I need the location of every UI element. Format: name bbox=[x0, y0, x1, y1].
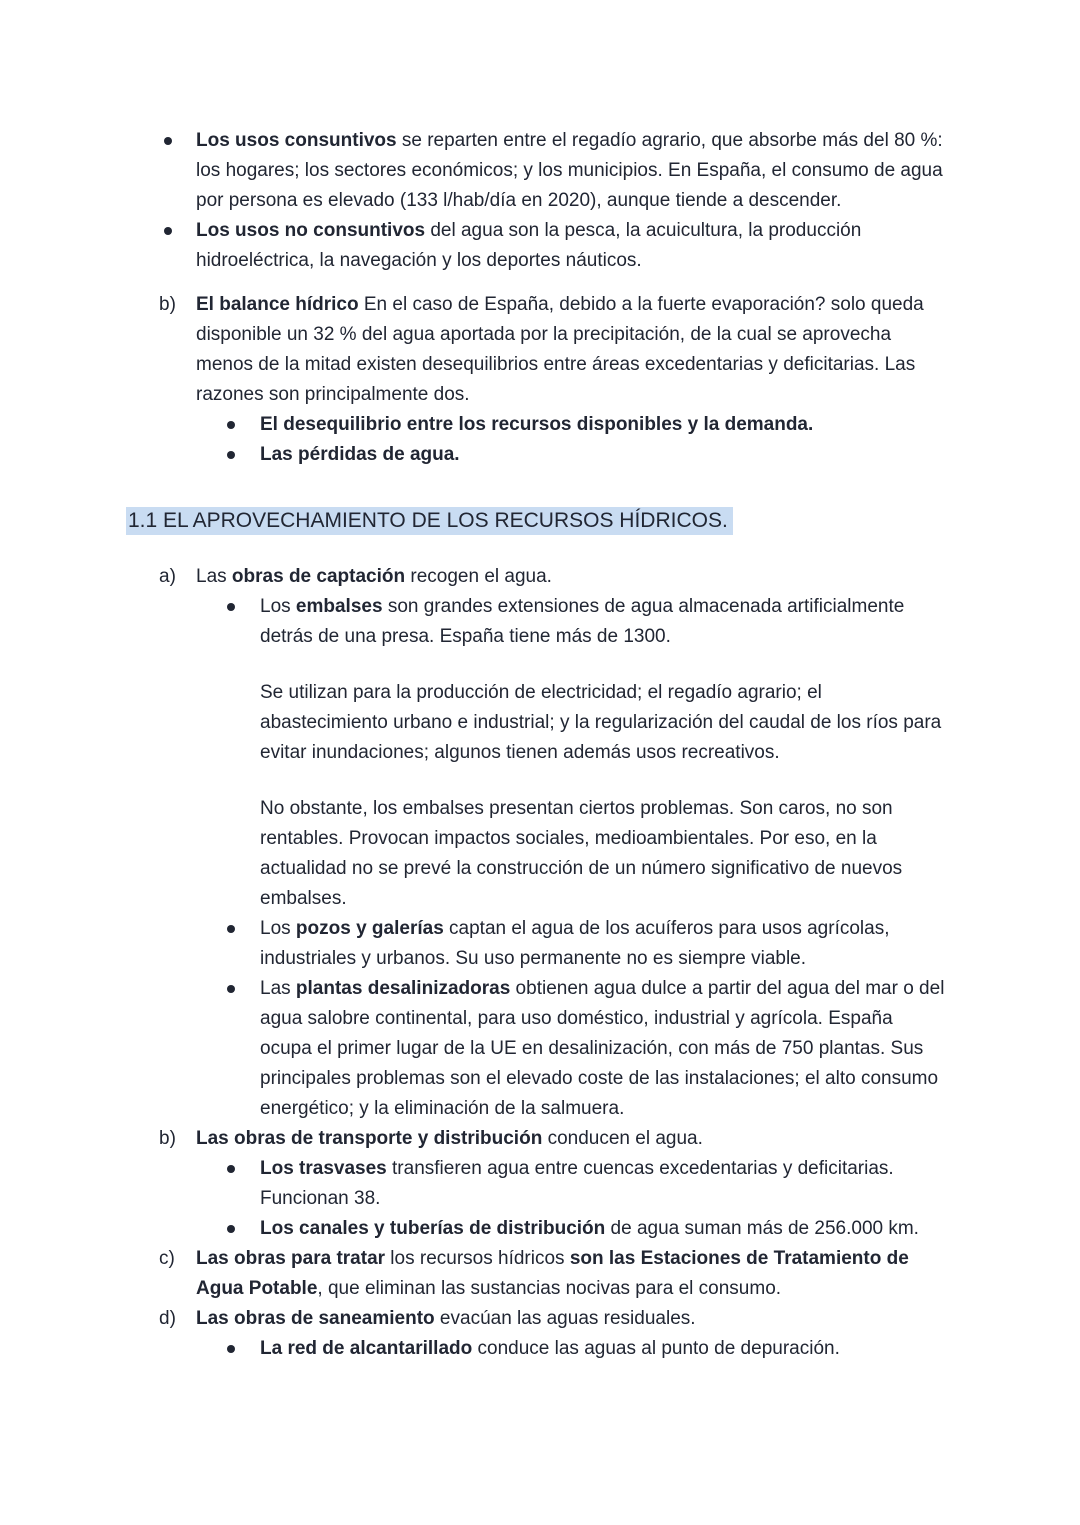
text-run: Los usos consuntivos bbox=[196, 130, 397, 151]
text-run: se reparten entre el regadío agrario, que absorbe más del 80 %: los hogares; los sectores económicos; y los municipios. En España, el consumo de agua por persona es elevado (133 l/hab/día en 2020), aunque tiende a descender. bbox=[196, 130, 943, 211]
text-run: plantas desalinizadoras bbox=[295, 978, 511, 999]
text-run: son las Estaciones de Tratamiento de Agua Potable bbox=[196, 1248, 909, 1299]
text-run: Los trasvases bbox=[260, 1158, 387, 1179]
text-run: La red de alcantarillado bbox=[260, 1338, 473, 1359]
bullet-icon bbox=[227, 603, 235, 611]
text-run: los recursos hídricos bbox=[385, 1248, 570, 1269]
lettered-item-obras-captacion bbox=[128, 562, 947, 592]
text-run: captan el agua de los acuíferos para usos agrícolas, industriales y urbanos. Su uso permanente no es siempre viable. bbox=[260, 918, 890, 969]
list-item-trasvases bbox=[128, 1154, 947, 1214]
bullet-icon bbox=[164, 137, 172, 145]
text-run: Los bbox=[260, 918, 296, 939]
bullet-icon bbox=[227, 451, 235, 459]
text-run: Las bbox=[196, 566, 232, 587]
bullet-icon bbox=[227, 925, 235, 933]
text-run: recogen el agua. bbox=[405, 566, 552, 587]
text-run: No obstante, los embalses presentan ciertos problemas. Son caros, no son rentables. Provocan impactos sociales, medioambientales. Por eso, en la actualidad no se prevé la construcción de un número significativo de nuevos embalses. bbox=[260, 798, 903, 909]
bullet-icon bbox=[164, 227, 172, 235]
text-run: pozos y galerías bbox=[295, 918, 444, 939]
text-run: El balance hídrico bbox=[196, 294, 359, 315]
text-run: Los bbox=[260, 596, 296, 617]
list-label: b) bbox=[159, 294, 176, 315]
bullet-icon bbox=[227, 1225, 235, 1233]
text-run: Las obras de saneamiento bbox=[196, 1308, 435, 1329]
text-run: El desequilibrio entre los recursos disponibles y la demanda. bbox=[260, 414, 814, 435]
list-label: b) bbox=[159, 1128, 176, 1149]
text-run: Los usos no consuntivos bbox=[196, 220, 426, 241]
list-label: a) bbox=[159, 566, 176, 587]
spacer bbox=[128, 768, 947, 794]
list-label: c) bbox=[159, 1248, 175, 1269]
spacer bbox=[128, 652, 947, 678]
list-item-pozos-galerias bbox=[128, 914, 947, 974]
text-run: evacúan las aguas residuales. bbox=[434, 1308, 696, 1329]
text-run: Las bbox=[260, 978, 296, 999]
text-run: conducen el agua. bbox=[542, 1128, 703, 1149]
lettered-item-balance-hidrico bbox=[128, 290, 947, 410]
bullet-icon bbox=[227, 1165, 235, 1173]
list-item-canales-tuberias bbox=[128, 1214, 947, 1244]
text-run: del agua son la pesca, la acuicultura, la producción hidroeléctrica, la navegación y los deportes náuticos. bbox=[196, 220, 862, 271]
section-heading-text: 1.1 EL APROVECHAMIENTO DE LOS RECURSOS HÍDRICOS. bbox=[126, 507, 733, 535]
text-run: Los canales y tuberías de distribución bbox=[260, 1218, 606, 1239]
list-item-usos-consuntivos bbox=[128, 126, 947, 216]
text-run: , que eliminan las sustancias nocivas para el consumo. bbox=[317, 1278, 782, 1299]
text-run: Las pérdidas de agua. bbox=[260, 444, 460, 465]
text-run: embalses bbox=[295, 596, 383, 617]
lettered-item-obras-tratar bbox=[128, 1244, 947, 1304]
text-run: Las obras de transporte y distribución bbox=[196, 1128, 543, 1149]
text-run: En el caso de España, debido a la fuerte evaporación? solo queda disponible un 32 % del agua aportada por la precipitación, de la cual se aprovecha menos de la mitad existen desequilibrios entre áreas excedentarias y deficitarias. Las razones son principalmente dos. bbox=[196, 294, 924, 405]
lettered-item-obras-saneamiento bbox=[128, 1304, 947, 1334]
bullet-icon bbox=[227, 421, 235, 429]
list-item-red-alcantarillado bbox=[128, 1334, 947, 1364]
text-run: transfieren agua entre cuencas excedentarias y deficitarias. Funcionan 38. bbox=[260, 1158, 894, 1209]
spacer bbox=[128, 276, 947, 290]
list-label: d) bbox=[159, 1308, 176, 1329]
list-item-embalses bbox=[128, 592, 947, 652]
list-item-perdidas-agua bbox=[128, 440, 947, 470]
text-run: de agua suman más de 256.000 km. bbox=[605, 1218, 919, 1239]
text-run: conduce las aguas al punto de depuración. bbox=[472, 1338, 840, 1359]
section-heading bbox=[128, 506, 947, 536]
lettered-item-obras-transporte bbox=[128, 1124, 947, 1154]
text-run: Las obras para tratar bbox=[196, 1248, 386, 1269]
paragraph-embalses-usos bbox=[260, 678, 947, 768]
text-run: obtienen agua dulce a partir del agua del mar o del agua salobre continental, para uso doméstico, industrial y agrícola. España ocupa el primer lugar de la UE en desalinización, con más de 750 plantas. Sus principales problemas son el elevado coste de las instalaciones; el alto consumo energético; y la eliminación de la salmuera. bbox=[260, 978, 945, 1119]
list-item-usos-no-consuntivos bbox=[128, 216, 947, 276]
bullet-icon bbox=[227, 1345, 235, 1353]
text-run: son grandes extensiones de agua almacenada artificialmente detrás de una presa. España tiene más de 1300. bbox=[260, 596, 905, 647]
text-run: obras de captación bbox=[231, 566, 406, 587]
paragraph-embalses-problemas bbox=[260, 794, 947, 914]
bullet-icon bbox=[227, 985, 235, 993]
list-item-plantas-desalinizadoras bbox=[128, 974, 947, 1124]
text-run: Se utilizan para la producción de electricidad; el regadío agrario; el abastecimiento urbano e industrial; y la regularización del caudal de los ríos para evitar inundaciones; algunos tienen además usos recreativos. bbox=[260, 682, 942, 763]
list-item-desequilibrio bbox=[128, 410, 947, 440]
